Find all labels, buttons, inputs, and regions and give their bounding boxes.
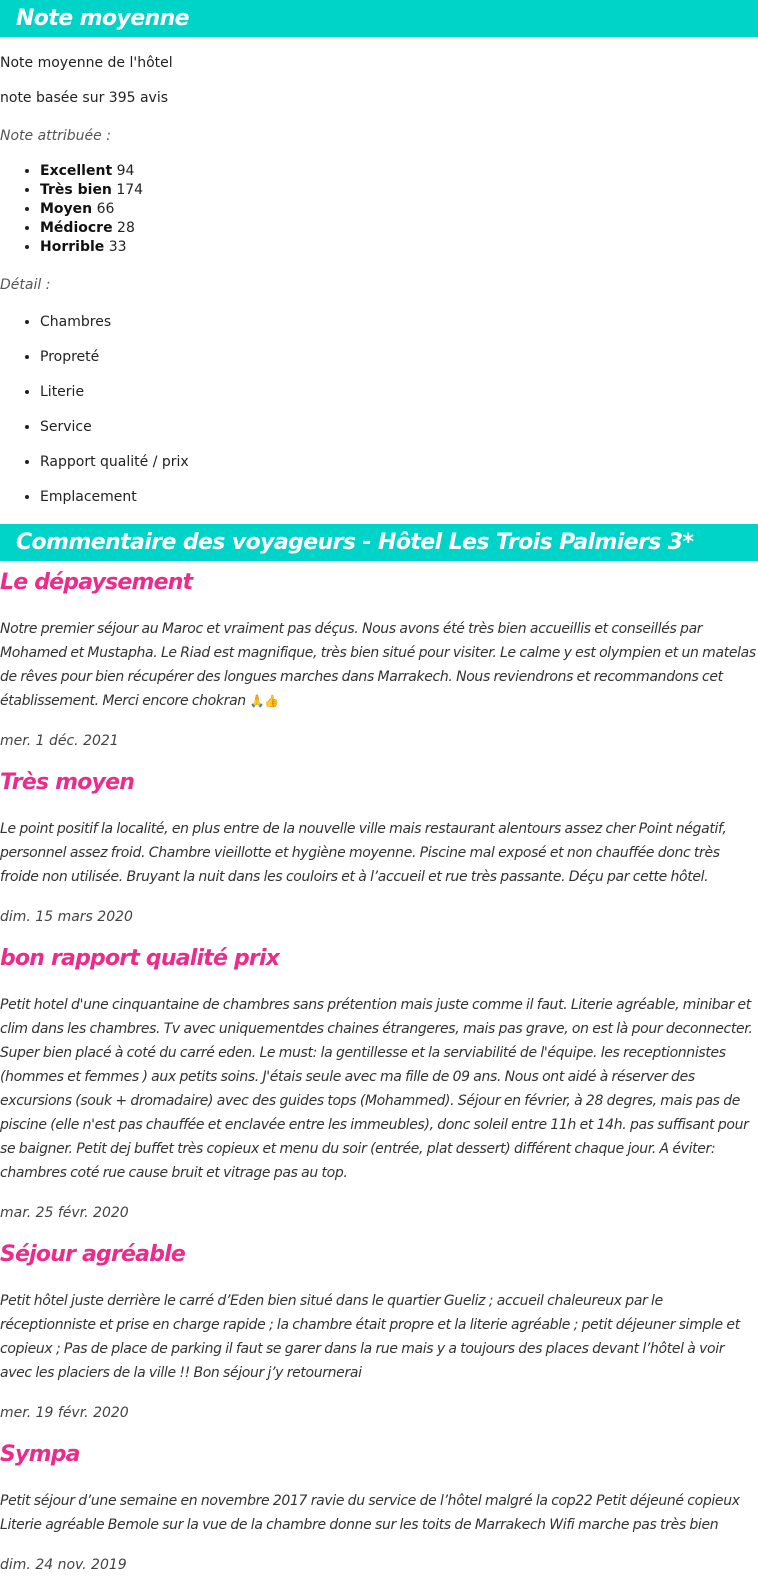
rating-item: [40, 162, 758, 181]
rating-count: 94: [116, 163, 135, 179]
review-text: Notre premier séjour au Maroc et vraiment pas déçus. Nous avons été très bien accueillis et conseillés par Mohamed et Mustapha. Le Riad est magnifique, très bien situé pour visiter. Le calme y est olympien et un matelas de rêves pour bien récupérer des longues marches dans Marrakech. Nous reviendrons et recommandons cet établissement. Merci encore chokran: [0, 621, 756, 709]
detail-item: • Emplacement: [40, 480, 758, 515]
review-body: [0, 617, 758, 713]
review-body: Petit hôtel juste derrière le carré d’Eden bien situé dans le quartier Gueliz ; accueil chaleureux par le réceptionniste et prise en charge rapide ; la chambre était propre et la literie agréable ; petit déjeuner simple et copieux ; Pas de place de parking il faut se garer dans la rue mais y a toujours des places devant l’hôtel à voir avec les placiers de la ville !! Bon séjour j’y retournerai: [0, 1293, 740, 1381]
review-date: dim. 15 mars 2020: [0, 909, 133, 925]
detail-label: Détail :: [0, 277, 51, 293]
rating-label: Horrible: [40, 239, 105, 255]
review-date: mer. 19 févr. 2020: [0, 1405, 129, 1421]
hotel-average-label: Note moyenne de l'hôtel: [0, 55, 173, 71]
review-body: Petit séjour d’une semaine en novembre 2017 ravie du service de l’hôtel malgré la cop22 Petit déjeuné copieux Literie agréable Bemole sur la vue de la chambre donne sur les toits de Marrakech Wifi marche pas très bien: [0, 1493, 740, 1533]
review-body: Le point positif la localité, en plus entre de la nouvelle ville mais restaurant alentours assez cher Point négatif, personnel assez froid. Chambre vieillotte et hygiène moyenne. Piscine mal exposé et non chauffée donc très froide non utilisée. Bruyant la nuit dans les couloirs et à l’accueil et rue très passante. Déçu par cette hôtel.: [0, 821, 727, 885]
review-title: Sympa: [0, 1442, 80, 1467]
review-title: bon rapport qualité prix: [0, 946, 280, 971]
review-title: Le dépaysement: [0, 570, 193, 595]
detail-item: • Literie: [40, 375, 758, 410]
average-rating-header: Note moyenne: [0, 0, 758, 37]
summary-section: [0, 53, 758, 515]
detail-item: • Service: [40, 410, 758, 445]
detail-item: • Rapport qualité / prix: [40, 445, 758, 480]
review-item: [0, 929, 758, 1225]
rating-count: 33: [108, 239, 127, 255]
traveler-comments-header: Commentaire des voyageurs - Hôtel Les Trois Palmiers 3*: [0, 524, 758, 561]
review-body: Petit hotel d'une cinquantaine de chambres sans prétention mais juste comme il faut. Literie agréable, minibar et clim dans les chambres. Tv avec uniquementdes chaines étrangeres, mais pas grave, on est là pour deconnecter. Super bien placé à coté du carré eden. Le must: la gentillesse et la serviabilité de l'équipe. les receptionnistes (hommes et femmes ) aux petits soins. J'étais seule avec ma fille de 09 ans. Nous ont aidé à réserver des excursions (souk + dromadaire) avec des guides tops (Mohammed). Séjour en février, à 28 degres, mais pas de piscine (elle n'est pas chauffée et enclavée entre les immeubles), donc soleil entre 11h et 14h. pas suffisant pour se baigner. Petit dej buffet très copieux et menu du soir (entrée, plat dessert) différent chaque jour. A éviter: chambres coté rue cause bruit et vitrage pas au top.: [0, 997, 753, 1181]
detail-list: [0, 305, 758, 515]
review-date: mar. 25 févr. 2020: [0, 1205, 129, 1221]
rating-label: Moyen: [40, 201, 93, 217]
pray-thumbs-up-emoji: 🙏👍: [249, 694, 279, 708]
ratings-label: Note attribuée :: [0, 128, 111, 144]
rating-count: 66: [96, 201, 115, 217]
detail-item: • Propreté: [40, 340, 758, 375]
rating-label: Médiocre: [40, 220, 113, 236]
review-title: Séjour agréable: [0, 1242, 186, 1267]
rating-item: [40, 219, 758, 238]
rating-item: [40, 238, 758, 257]
review-item: [0, 753, 758, 929]
rating-item: [40, 181, 758, 200]
review-date: dim. 24 nov. 2019: [0, 1557, 127, 1573]
reviews-list: [0, 561, 758, 1577]
detail-item: • Chambres: [40, 305, 758, 340]
rating-item: [40, 200, 758, 219]
ratings-list: [0, 162, 758, 257]
review-item: [0, 561, 758, 753]
review-date: mer. 1 déc. 2021: [0, 733, 119, 749]
review-item: [0, 1425, 758, 1577]
rating-count: 174: [116, 182, 144, 198]
rating-label: Très bien: [40, 182, 112, 198]
reviews-count: note basée sur 395 avis: [0, 90, 169, 106]
review-title: Très moyen: [0, 770, 135, 795]
rating-count: 28: [117, 220, 135, 236]
rating-label: Excellent: [40, 163, 113, 179]
review-item: [0, 1225, 758, 1425]
